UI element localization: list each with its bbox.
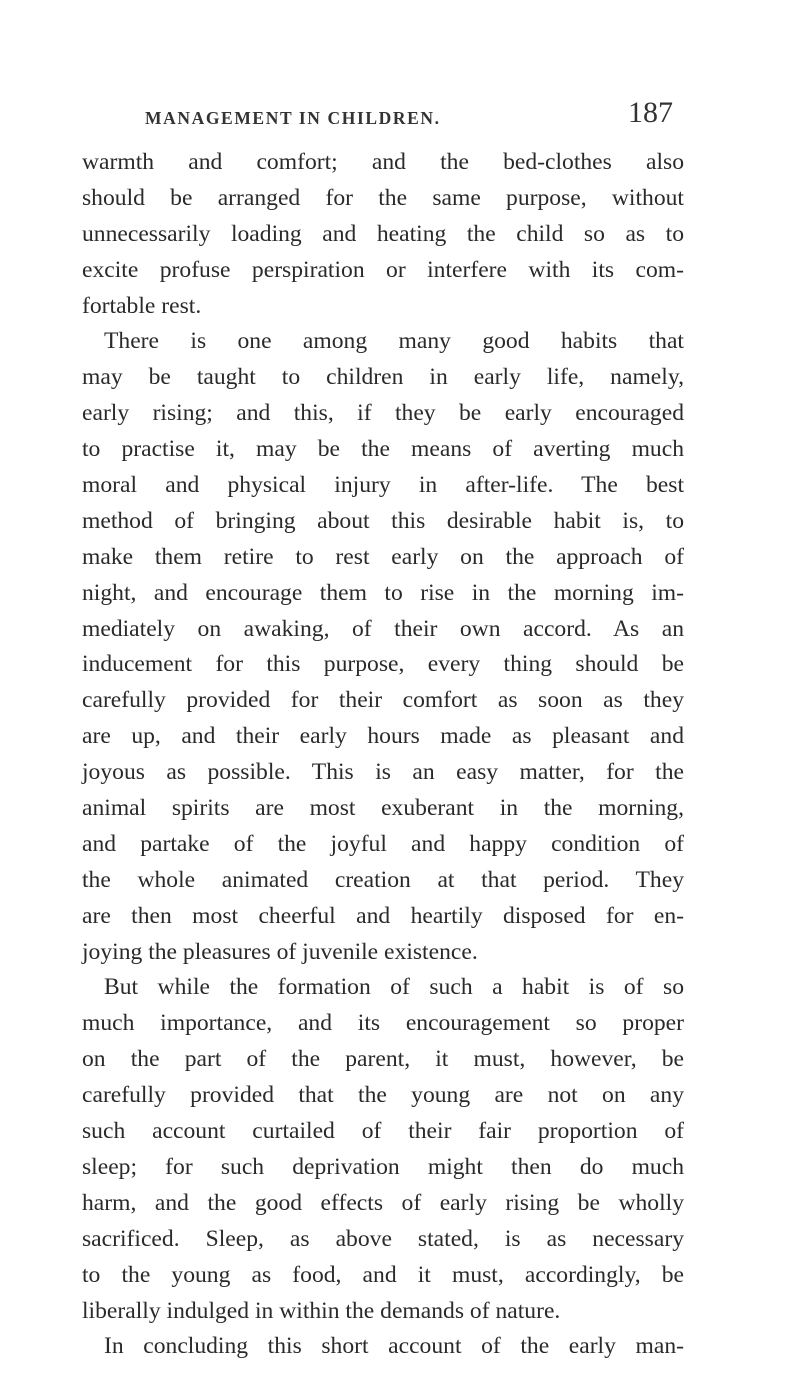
body-text <box>82 145 684 1365</box>
text-line: are up, and their early hours made as pleasant and <box>82 723 684 750</box>
text-line: are then most cheerful and heartily disposed for en- <box>82 902 684 929</box>
text-line: joying the pleasures of juvenile existence. <box>82 938 478 965</box>
text-line: liberally indulged in within the demands of nature. <box>82 1297 561 1324</box>
text-line: early rising; and this, if they be early encouraged <box>82 400 684 427</box>
text-line: warmth and comfort; and the bed-clothes also <box>82 149 684 175</box>
paragraph-start-line: In concluding this short account of the early man- <box>104 1333 684 1360</box>
text-line: method of bringing about this desirable habit is, to <box>82 507 684 534</box>
text-line: should be arranged for the same purpose, without <box>82 184 684 211</box>
text-line: to the young as food, and it must, accordingly, be <box>82 1261 684 1288</box>
text-line: joyous as possible. This is an easy matter, for the <box>82 759 684 786</box>
text-line: harm, and the good effects of early rising be wholly <box>82 1189 684 1216</box>
text-line: mediately on awaking, of their own accord. As an <box>82 615 684 642</box>
text-line: may be taught to children in early life, namely, <box>82 364 684 391</box>
running-head: MANAGEMENT IN CHILDREN. <box>145 108 441 128</box>
text-line: the whole animated creation at that period. They <box>82 866 684 893</box>
text-line: sacrificed. Sleep, as above stated, is as necessary <box>82 1225 684 1252</box>
text-line: much importance, and its encouragement so proper <box>82 1010 684 1037</box>
text-line: night, and encourage them to rise in the morning im- <box>82 579 684 606</box>
paragraph-start-line: But while the formation of such a habit is of so <box>104 974 684 1001</box>
text-line: animal spirits are most exuberant in the morning, <box>82 795 684 822</box>
text-line: unnecessarily loading and heating the child so as to <box>82 220 684 247</box>
text-line: fortable rest. <box>82 292 202 319</box>
text-line: inducement for this purpose, every thing should be <box>82 651 684 678</box>
text-line: make them retire to rest early on the approach of <box>82 543 684 570</box>
text-line: such account curtailed of their fair proportion of <box>82 1118 684 1145</box>
text-line: to practise it, may be the means of averting much <box>82 436 684 463</box>
text-line: and partake of the joyful and happy condition of <box>82 830 684 857</box>
text-line: on the part of the parent, it must, however, be <box>82 1046 684 1073</box>
paragraph-start-line: There is one among many good habits that <box>104 328 684 355</box>
text-line: carefully provided for their comfort as soon as they <box>82 687 684 714</box>
text-line: sleep; for such deprivation might then do much <box>82 1153 684 1180</box>
text-line: excite profuse perspiration or interfere with its com- <box>82 256 684 283</box>
text-line: moral and physical injury in after-life. The best <box>82 472 684 499</box>
page-number: 187 <box>628 96 673 129</box>
text-line: carefully provided that the young are not on any <box>82 1082 684 1109</box>
